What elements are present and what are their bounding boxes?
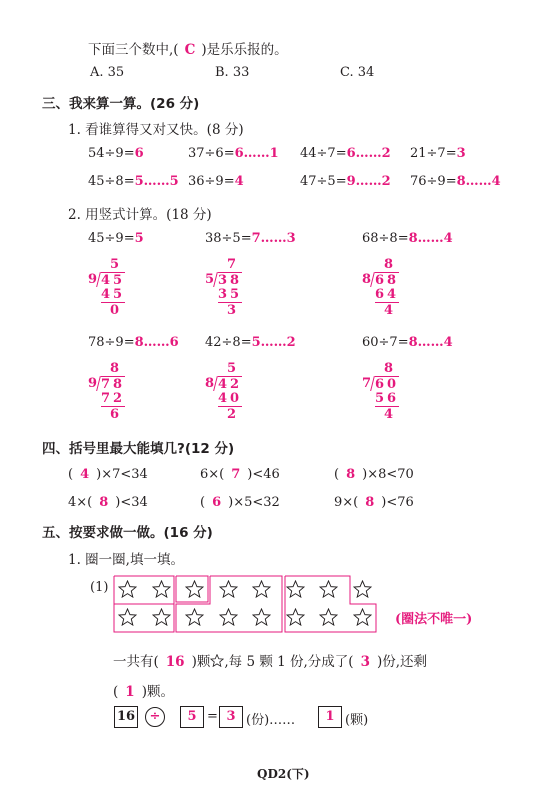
sub-5-1-title: 1. 圈一圈,填一填。 bbox=[68, 552, 184, 568]
vertical-question-text: 68÷8= bbox=[362, 231, 409, 246]
fill-answer: 8 bbox=[99, 495, 109, 510]
fill-post: )<76 bbox=[381, 495, 414, 510]
fill-blank-item bbox=[200, 495, 280, 510]
vertical-question-text: 42÷8= bbox=[205, 335, 252, 350]
long-division bbox=[205, 362, 265, 426]
operator-circle: ÷ bbox=[145, 707, 165, 727]
fill-post: )×8<70 bbox=[362, 467, 414, 482]
fill-pre: 4×( bbox=[68, 495, 93, 510]
vertical-question-text: 78÷9= bbox=[88, 335, 135, 350]
long-division-product: 40 bbox=[218, 391, 243, 406]
equation-box-quotient: 3 bbox=[219, 706, 243, 728]
vertical-answer: 5……2 bbox=[251, 335, 296, 350]
fill-pre: ( bbox=[200, 495, 206, 510]
star-icon bbox=[319, 608, 338, 626]
long-division-remainder: 0 bbox=[110, 303, 120, 318]
fill-post: )×5<32 bbox=[228, 495, 280, 510]
sentence-1: 一共有( 16 )颗 ,每 5 颗 1 份,分成了( 3 )份,还剩 bbox=[113, 654, 428, 670]
section-3-title: 三、我来算一算。(26 分) bbox=[42, 96, 200, 112]
star-icon bbox=[252, 580, 271, 598]
equation-box-divisor: 5 bbox=[180, 706, 204, 728]
unit-pieces: (颗) bbox=[345, 713, 369, 728]
star-icon bbox=[353, 580, 372, 598]
quick-calc-question: 45÷8= bbox=[88, 174, 135, 189]
vertical-calc-question bbox=[362, 335, 453, 350]
long-division-quotient: 8 bbox=[384, 257, 394, 272]
quick-calc-item bbox=[410, 146, 466, 161]
star-icon bbox=[152, 608, 171, 626]
star-icon bbox=[185, 608, 204, 626]
long-division-dividend: 45 bbox=[101, 273, 126, 288]
fill-blank-item bbox=[334, 495, 414, 510]
star-icon bbox=[319, 580, 338, 598]
fill-pre: ( bbox=[68, 467, 74, 482]
quick-calc-answer: 8……4 bbox=[456, 174, 501, 189]
quick-calc-item bbox=[188, 174, 244, 189]
remainder-answer: 1 bbox=[125, 684, 135, 700]
long-division-dividend: 60 bbox=[375, 377, 400, 392]
long-division-divisor: 7 bbox=[362, 376, 372, 391]
part-1-label: (1) bbox=[90, 580, 109, 595]
fill-pre: ( bbox=[334, 467, 340, 482]
intro-answer: C bbox=[184, 42, 196, 58]
star-icon bbox=[118, 608, 137, 626]
long-division bbox=[205, 258, 265, 322]
quick-calc-answer: 3 bbox=[456, 146, 466, 161]
fill-answer: 6 bbox=[212, 495, 222, 510]
quick-calc-question: 36÷9= bbox=[188, 174, 235, 189]
long-division-quotient: 5 bbox=[227, 361, 237, 376]
long-division-dividend: 78 bbox=[101, 377, 126, 392]
quick-calc-answer: 4 bbox=[234, 174, 244, 189]
unit-groups: (份)…… bbox=[246, 713, 296, 728]
quick-calc-item bbox=[410, 174, 501, 189]
long-division-product: 45 bbox=[101, 287, 126, 302]
section-4-title: 四、括号里最大能填几?(12 分) bbox=[42, 441, 235, 457]
long-division-dividend: 68 bbox=[375, 273, 400, 288]
star-icon bbox=[252, 608, 271, 626]
fill-blank-item bbox=[68, 467, 148, 482]
vertical-answer: 5 bbox=[134, 231, 144, 246]
vertical-calc-question bbox=[88, 231, 144, 246]
long-division bbox=[88, 258, 148, 322]
long-division-quotient: 7 bbox=[227, 257, 237, 272]
vertical-answer: 8……4 bbox=[408, 335, 453, 350]
vertical-answer: 7……3 bbox=[251, 231, 296, 246]
star-icon bbox=[219, 580, 238, 598]
option-a: A. 35 bbox=[90, 65, 125, 80]
fill-answer: 8 bbox=[346, 467, 356, 482]
long-division-quotient: 8 bbox=[110, 361, 120, 376]
total-stars-answer: 16 bbox=[165, 654, 185, 670]
quick-calc-item bbox=[88, 174, 179, 189]
quick-calc-item bbox=[88, 146, 144, 161]
quick-calc-answer: 6……1 bbox=[234, 146, 279, 161]
vertical-question-text: 60÷7= bbox=[362, 335, 409, 350]
groups-answer: 3 bbox=[360, 654, 370, 670]
method-note: (圈法不唯一) bbox=[395, 612, 473, 627]
star-icon bbox=[353, 608, 372, 626]
vertical-calc-question bbox=[362, 231, 453, 246]
long-division-divisor: 8 bbox=[362, 272, 372, 287]
long-division-divisor: 9 bbox=[88, 272, 98, 287]
long-division bbox=[362, 362, 422, 426]
vertical-calc-question bbox=[205, 335, 296, 350]
vertical-answer: 8……4 bbox=[408, 231, 453, 246]
star-icon bbox=[152, 580, 171, 598]
vertical-question-text: 45÷9= bbox=[88, 231, 135, 246]
long-division-remainder: 6 bbox=[110, 407, 120, 422]
quick-calc-answer: 6 bbox=[134, 146, 144, 161]
long-division-product: 56 bbox=[375, 391, 400, 406]
quick-calc-item bbox=[300, 174, 391, 189]
fill-blank-item bbox=[68, 495, 148, 510]
option-b: B. 33 bbox=[215, 65, 250, 80]
page-footer: QD2(下) bbox=[257, 767, 310, 781]
long-division-remainder: 2 bbox=[227, 407, 237, 422]
fill-blank-item bbox=[200, 467, 280, 482]
sentence-2: ( 1 )颗。 bbox=[113, 684, 174, 700]
quick-calc-answer: 9……2 bbox=[346, 174, 391, 189]
long-division-quotient: 5 bbox=[110, 257, 120, 272]
equation-box-remainder: 1 bbox=[318, 706, 342, 728]
quick-calc-answer: 6……2 bbox=[346, 146, 391, 161]
fill-answer: 4 bbox=[80, 467, 90, 482]
long-division-product: 72 bbox=[101, 391, 126, 406]
long-division-divisor: 5 bbox=[205, 272, 215, 287]
quick-calc-item bbox=[188, 146, 279, 161]
star-icon bbox=[219, 608, 238, 626]
long-division-dividend: 38 bbox=[218, 273, 243, 288]
star-icon bbox=[118, 580, 137, 598]
sub-1-title: 1. 看谁算得又对又快。(8 分) bbox=[68, 122, 244, 138]
fill-post: )×7<34 bbox=[96, 467, 148, 482]
quick-calc-question: 54÷9= bbox=[88, 146, 135, 161]
long-division bbox=[88, 362, 148, 426]
long-division-remainder: 4 bbox=[384, 407, 394, 422]
quick-calc-question: 47÷5= bbox=[300, 174, 347, 189]
equals-sign: = bbox=[207, 709, 218, 724]
vertical-question-text: 38÷5= bbox=[205, 231, 252, 246]
sub-2-title: 2. 用竖式计算。(18 分) bbox=[68, 207, 212, 223]
long-division-divisor: 9 bbox=[88, 376, 98, 391]
long-division-remainder: 3 bbox=[227, 303, 237, 318]
star-icon bbox=[210, 654, 224, 667]
fill-pre: 6×( bbox=[200, 467, 225, 482]
long-division-remainder: 4 bbox=[384, 303, 394, 318]
fill-answer: 7 bbox=[231, 467, 241, 482]
fill-post: )<34 bbox=[115, 495, 148, 510]
quick-calc-item bbox=[300, 146, 391, 161]
vertical-calc-question bbox=[205, 231, 296, 246]
star-icon bbox=[185, 580, 204, 598]
quick-calc-question: 76÷9= bbox=[410, 174, 457, 189]
fill-post: )<46 bbox=[247, 467, 280, 482]
quick-calc-question: 21÷7= bbox=[410, 146, 457, 161]
vertical-calc-question bbox=[88, 335, 179, 350]
fill-answer: 8 bbox=[365, 495, 375, 510]
intro-question: 下面三个数中,( C )是乐乐报的。 bbox=[88, 42, 288, 58]
star-icon bbox=[286, 580, 305, 598]
vertical-answer: 8……6 bbox=[134, 335, 179, 350]
long-division bbox=[362, 258, 422, 322]
option-c: C. 34 bbox=[340, 65, 375, 80]
long-division-divisor: 8 bbox=[205, 376, 215, 391]
long-division-product: 35 bbox=[218, 287, 243, 302]
quick-calc-answer: 5……5 bbox=[134, 174, 179, 189]
fill-blank-item bbox=[334, 467, 414, 482]
quick-calc-question: 37÷6= bbox=[188, 146, 235, 161]
long-division-quotient: 8 bbox=[384, 361, 394, 376]
quick-calc-question: 44÷7= bbox=[300, 146, 347, 161]
star-icon bbox=[286, 608, 305, 626]
long-division-dividend: 42 bbox=[218, 377, 243, 392]
section-5-title: 五、按要求做一做。(16 分) bbox=[42, 525, 213, 541]
equation-box-dividend: 16 bbox=[114, 706, 138, 728]
fill-pre: 9×( bbox=[334, 495, 359, 510]
long-division-product: 64 bbox=[375, 287, 400, 302]
